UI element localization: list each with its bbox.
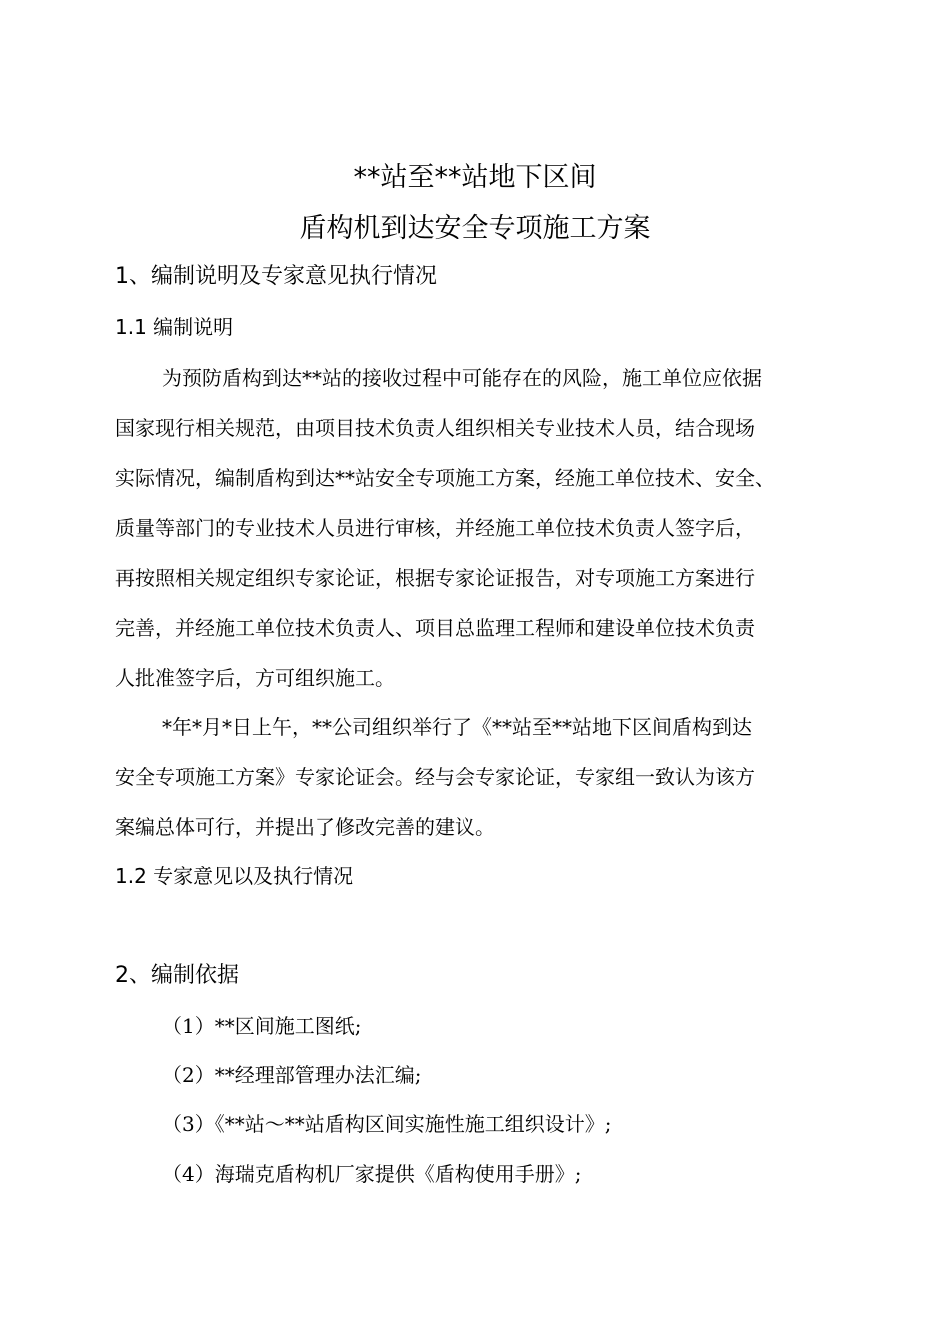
document-title-line-1: **站至**站地下区间 [353,162,597,193]
section-2-heading: 2、编制依据 [115,963,239,988]
section-1-heading: 1、编制说明及专家意见执行情况 [115,264,437,289]
section-1-2-heading: 1.2 专家意见以及执行情况 [115,864,354,888]
paragraph-1-line-5: 再按照相关规定组织专家论证，根据专家论证报告，对专项施工方案进行 [115,566,755,590]
section-1-1-heading: 1.1 编制说明 [115,315,234,339]
paragraph-1-line-2: 国家现行相关规范，由项目技术负责人组织相关专业技术人员，结合现场 [115,416,755,440]
paragraph-1-line-6: 完善，并经施工单位技术负责人、项目总监理工程师和建设单位技术负责 [115,616,755,640]
paragraph-2-line-1: *年*月*日上午，**公司组织举行了《**站至**站地下区间盾构到达 [162,715,752,739]
paragraph-1-line-1: 为预防盾构到达**站的接收过程中可能存在的风险，施工单位应依据 [162,366,762,390]
basis-item-1: （1）**区间施工图纸; [162,1014,362,1038]
paragraph-1-line-7: 人批准签字后，方可组织施工。 [115,666,395,690]
paragraph-2-line-3: 案编总体可行，并提出了修改完善的建议。 [115,815,495,839]
document-title-line-2: 盾构机到达安全专项施工方案 [299,213,651,244]
basis-item-2: （2）**经理部管理办法汇编; [162,1063,422,1087]
paragraph-1-line-3: 实际情况，编制盾构到达**站安全专项施工方案，经施工单位技术、安全、 [115,466,775,490]
paragraph-1-line-4: 质量等部门的专业技术人员进行审核，并经施工单位技术负责人签字后， [115,516,755,540]
basis-item-4: （4）海瑞克盾构机厂家提供《盾构使用手册》; [162,1162,582,1186]
basis-item-3: （3）《**站～**站盾构区间实施性施工组织设计》; [162,1112,612,1136]
paragraph-2-line-2: 安全专项施工方案》专家论证会。经与会专家论证，专家组一致认为该方 [115,765,755,789]
